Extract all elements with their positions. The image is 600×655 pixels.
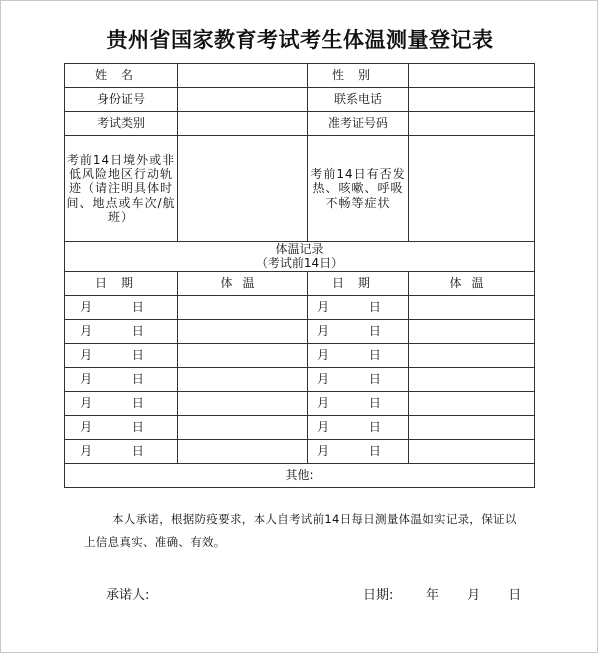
symptom-label: 考前14日有否发热、咳嗽、呼吸不畅等症状	[308, 136, 409, 242]
gender-field[interactable]	[409, 64, 535, 88]
admission-label: 准考证号码	[308, 112, 409, 136]
phone-field[interactable]	[409, 88, 535, 112]
date-col-header-2: 日期	[308, 271, 409, 295]
temperature-cell[interactable]	[178, 295, 308, 319]
table-row	[65, 415, 535, 439]
temp-col-header-2: 体温	[409, 271, 535, 295]
temperature-cell[interactable]	[409, 415, 535, 439]
date-cell: 月 日	[308, 439, 409, 463]
date-cell: 月 日	[65, 367, 178, 391]
registration-table	[64, 63, 535, 488]
table-row	[65, 439, 535, 463]
temperature-cell[interactable]	[178, 343, 308, 367]
temperature-cell[interactable]	[409, 343, 535, 367]
name-label: 姓名	[65, 64, 178, 88]
temperature-cell[interactable]	[409, 295, 535, 319]
form-title: 贵州省国家教育考试考生体温测量登记表	[106, 27, 494, 52]
temperature-cell[interactable]	[409, 319, 535, 343]
id-label: 身份证号	[65, 88, 178, 112]
date-cell: 月 日	[65, 343, 178, 367]
admission-field[interactable]	[409, 112, 535, 136]
date-cell: 月 日	[65, 391, 178, 415]
pledger-label: 承诺人:	[106, 588, 150, 603]
date-cell: 月 日	[308, 343, 409, 367]
temperature-cell[interactable]	[409, 439, 535, 463]
phone-label: 联系电话	[308, 88, 409, 112]
temp-col-header: 体温	[178, 271, 308, 295]
exam-type-field[interactable]	[178, 112, 308, 136]
date-cell: 月 日	[308, 295, 409, 319]
table-row	[65, 391, 535, 415]
temperature-cell[interactable]	[178, 391, 308, 415]
date-cell: 月 日	[308, 319, 409, 343]
other-cell[interactable]	[65, 463, 535, 487]
temperature-cell[interactable]	[178, 439, 308, 463]
temperature-cell[interactable]	[178, 415, 308, 439]
temperature-record-header	[65, 242, 535, 272]
record-subtitle: （考试前14日）	[255, 256, 344, 271]
date-cell: 月 日	[308, 391, 409, 415]
symptom-field[interactable]	[409, 136, 535, 242]
table-row	[65, 343, 535, 367]
temperature-cell[interactable]	[178, 367, 308, 391]
gender-label: 性别	[308, 64, 409, 88]
travel-label: 考前14日境外或非低风险地区行动轨迹（请注明具体时间、地点或车次/航班）	[65, 136, 178, 242]
date-cell: 月 日	[308, 415, 409, 439]
date-cell: 月 日	[308, 367, 409, 391]
exam-type-label: 考试类别	[65, 112, 178, 136]
date-cell: 月 日	[65, 295, 178, 319]
sign-date-label: 日期:	[363, 588, 394, 603]
date-cell: 月 日	[65, 439, 178, 463]
record-title: 体温记录	[275, 242, 324, 256]
date-cell: 月 日	[65, 319, 178, 343]
date-col-header: 日期	[65, 271, 178, 295]
date-cell: 月 日	[65, 415, 178, 439]
table-row	[65, 319, 535, 343]
travel-field[interactable]	[178, 136, 308, 242]
pledge-text: 本人承诺，根据防疫要求，本人自考试前14日每日测量体温如实记录，保证以上信息真实、准确、有效。	[84, 512, 517, 549]
name-field[interactable]	[178, 64, 308, 88]
temperature-cell[interactable]	[409, 367, 535, 391]
other-label: 其他:	[285, 468, 314, 483]
temperature-cell[interactable]	[409, 391, 535, 415]
sign-date-ymd: 年 月 日	[426, 588, 523, 603]
temperature-cell[interactable]	[178, 319, 308, 343]
table-row	[65, 367, 535, 391]
table-row	[65, 295, 535, 319]
id-field[interactable]	[178, 88, 308, 112]
temperature-rows	[65, 295, 535, 463]
